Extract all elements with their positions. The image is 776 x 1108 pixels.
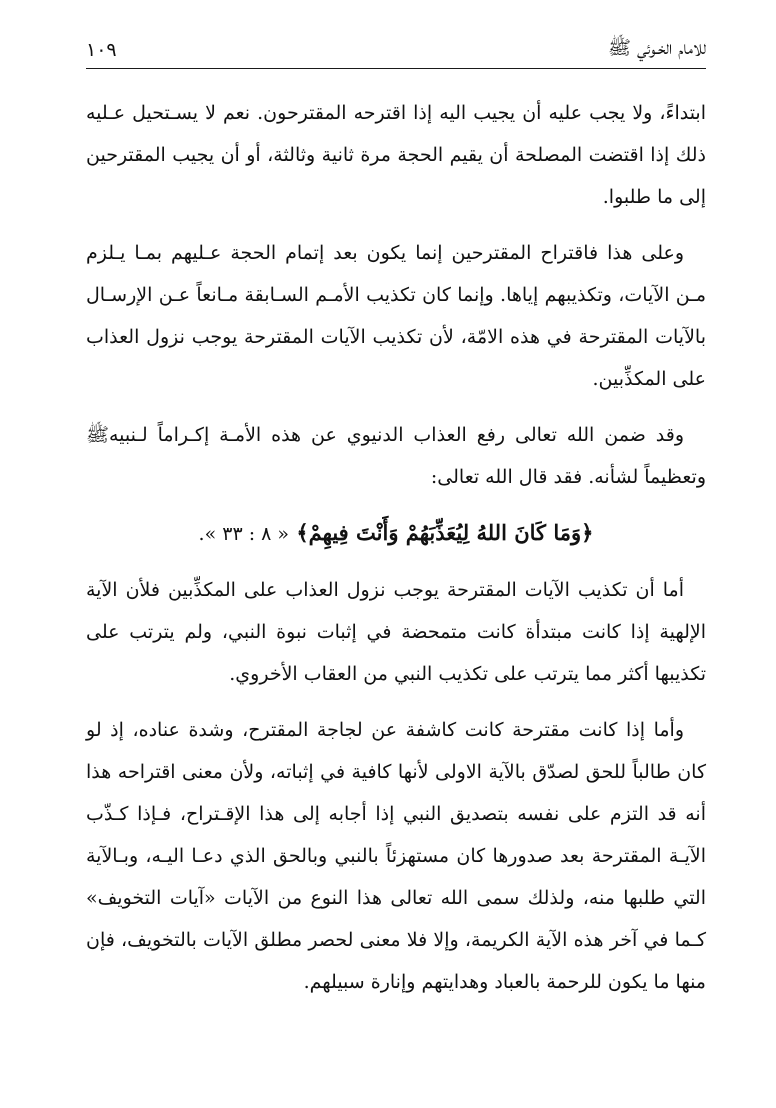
- paragraph-2: وعلى هذا فاقتراح المقترحين إنما يكون بعد إتمام الحجة عـليهم بمـا يـلزم مـن الآيات، وتكذيبهم إياها. وإنما كان تكذيب الأمـم السـابقة مـانعاً عـن الإرسـال بالآيات المقترحة في هذه الامّة، لأن تكذيب الآيات المقترحة يوجب نزول العذاب على المكذِّبين.: [86, 242, 706, 390]
- verse-text: ﴿وَمَا كَانَ اللهُ لِيُعَذِّبَهُمْ وَأَنْتَ فِيهِمْ﴾: [296, 520, 594, 545]
- verse-reference: « ٨ : ٣٣ ».: [198, 523, 290, 545]
- body-text: [86, 92, 706, 1017]
- quran-verse: [86, 512, 706, 555]
- header-rule: [86, 68, 706, 69]
- paragraph-5: وأما إذا كانت مقترحة كانت كاشفة عن لجاجة المقترح، وشدة عناده، إذ لو كان طالباً للحق لصدّق بالآية الاولى لأنها كافية في إثباته، ولأن معنى اقتراحه هذا أنه قد التزم على نفسه بتصديق النبي إذا أجابه إلى هذا الإقـتراح، فـإذا كـذّب الآيـة المقترحة بعد صدورها كان مستهزئاً بالنبي وبالحق الذي دعـا اليـه، وبـالآية التي طلبها منه، ولذلك سمى الله تعالى هذا النوع من الآيات «آيات التخويف» كـما في آخر هذه الآية الكريمة، وإلا فلا معنى لحصر مطلق الآيات بالتخويف، فإن منها ما يكون للرحمة بالعباد وهدايتهم وإنارة سبيلهم.: [86, 719, 706, 993]
- header-title: للامام الخـوئي ﷺ: [608, 37, 706, 59]
- paragraph-4: أما أن تكذيب الآيات المقترحة يوجب نزول العذاب على المكذِّبين فلأن الآية الإلهية إذا كانت مبتدأة كانت متمحضة في إثبات نبوة النبي، ولم يترتب على تكذيبها أكثر مما يترتب على تكذيب النبي من العقاب الأخروي.: [86, 579, 706, 685]
- running-header: [86, 34, 706, 66]
- paragraph-3: وقد ضمن الله تعالى رفع العذاب الدنيوي عن هذه الأمـة إكـراماً لـنبيهﷺ وتعظيماً لشأنه. فقد قال الله تعالى:: [86, 424, 706, 488]
- paragraph-1: ابتداءً، ولا يجب عليه أن يجيب اليه إذا اقترحه المقترحون. نعم لا يسـتحيل عـليه ذلك إذا اقتضت المصلحة أن يقيم الحجة مرة ثانية وثالثة، أو أن يجيب المقترحين إلى ما طلبوا.: [86, 102, 706, 208]
- page-number: ١٠٩: [86, 39, 117, 61]
